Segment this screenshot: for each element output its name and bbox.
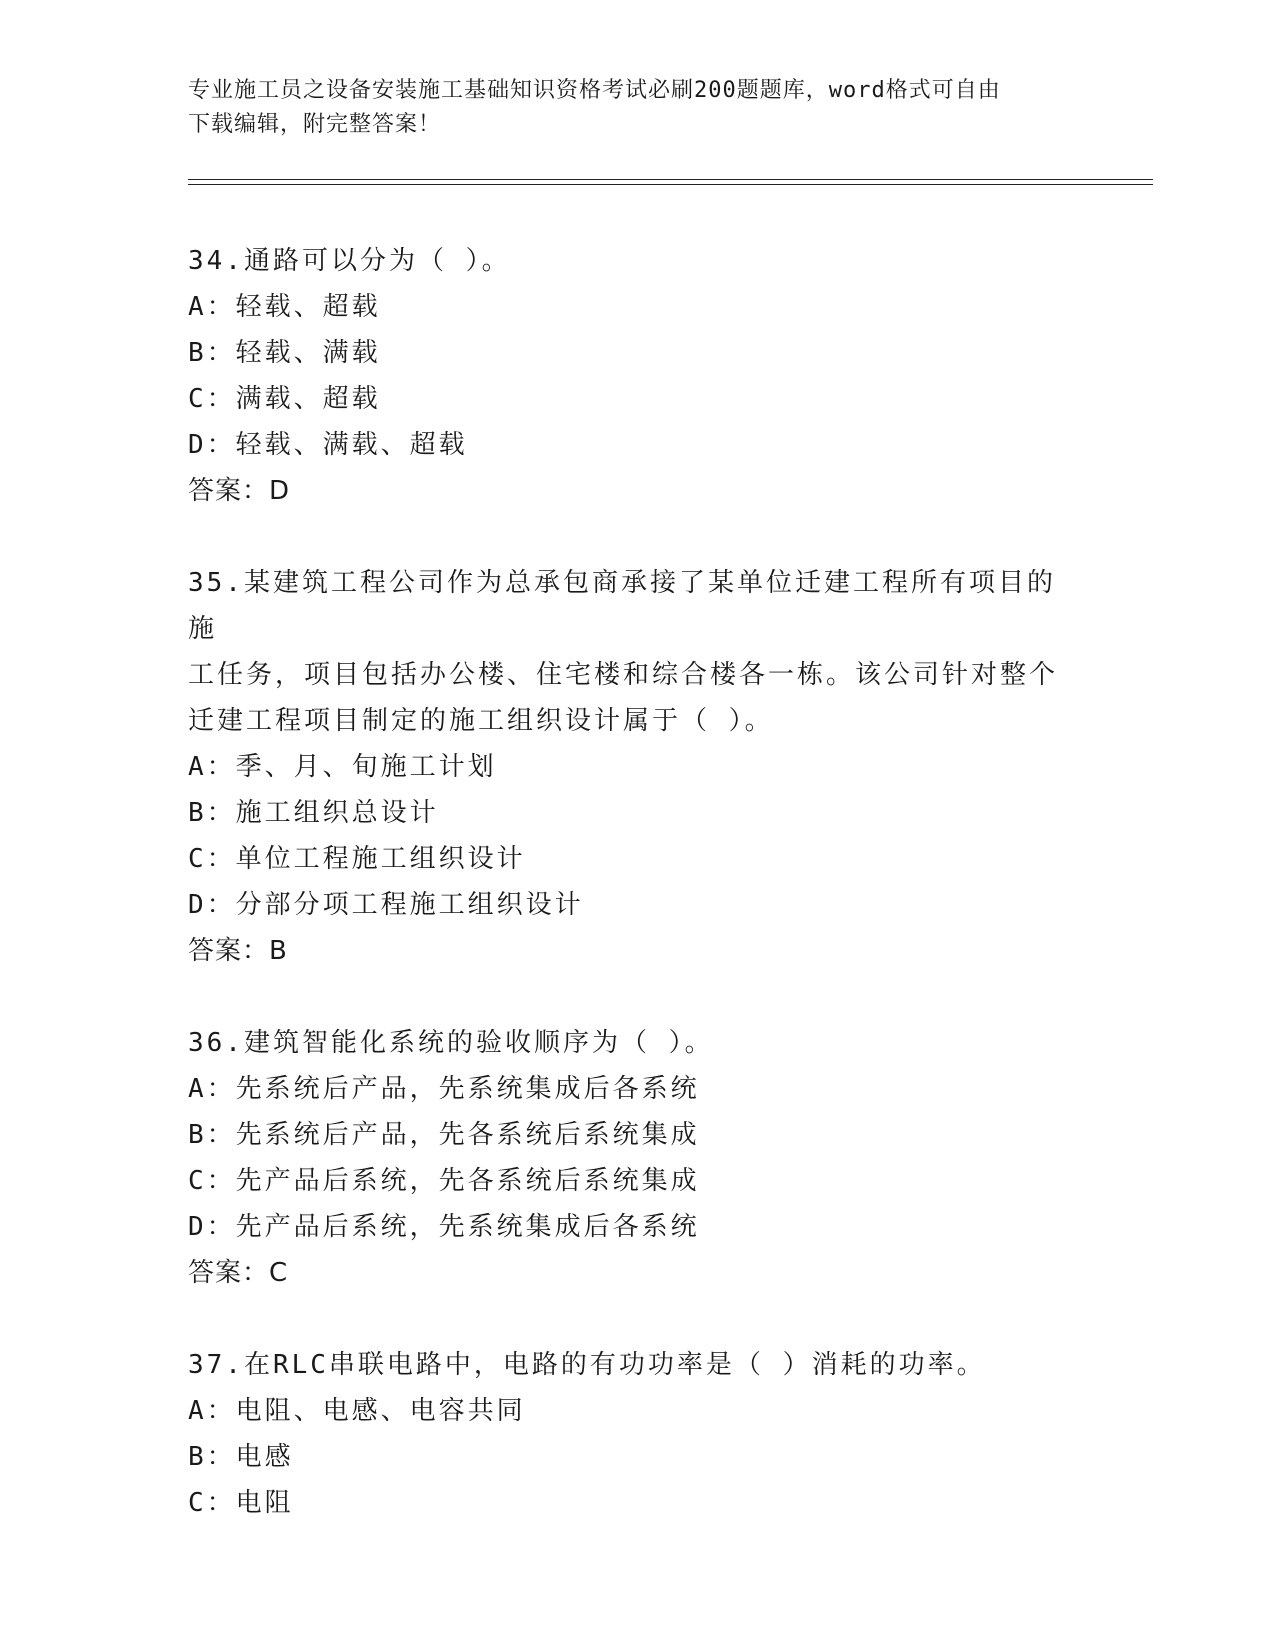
option-d: D：轻载、满载、超载 [188, 430, 468, 460]
option-b: B：电感 [188, 1442, 294, 1472]
option-c: C：满载、超载 [188, 384, 381, 414]
question-list [188, 238, 1088, 1572]
question-stem-line: 迁建工程项目制定的施工组织设计属于（ ）。 [188, 706, 774, 736]
header-rule-top [188, 179, 1153, 180]
question-stem-line: 36.建筑智能化系统的验收顺序为（ ）。 [188, 1028, 714, 1058]
option-a: A：季、月、旬施工计划 [188, 752, 497, 782]
question-37 [188, 1342, 1088, 1526]
option-c: C：单位工程施工组织设计 [188, 844, 526, 874]
question-stem-line: 35.某建筑工程公司作为总承包商承接了某单位迁建工程所有项目的施 [188, 568, 1056, 644]
option-d: D：分部分项工程施工组织设计 [188, 890, 584, 920]
header-rule-bottom [188, 184, 1153, 185]
option-c: C：先产品后系统，先各系统后系统集成 [188, 1166, 700, 1196]
document-header [188, 74, 1088, 142]
question-34 [188, 238, 1088, 514]
answer-line: 答案：B [188, 936, 288, 966]
option-b: B：轻载、满载 [188, 338, 381, 368]
question-stem-line: 34.通路可以分为（ ）。 [188, 246, 511, 276]
option-d: D：先产品后系统，先系统集成后各系统 [188, 1212, 700, 1242]
header-line-1: 专业施工员之设备安装施工基础知识资格考试必刷200题题库，word格式可自由 [188, 78, 1001, 103]
question-stem-line: 37.在RLC串联电路中，电路的有功功率是（ ）消耗的功率。 [188, 1350, 986, 1380]
answer-line: 答案：C [188, 1258, 289, 1288]
question-35 [188, 560, 1088, 974]
option-a: A：先系统后产品，先系统集成后各系统 [188, 1074, 700, 1104]
option-c: C：电阻 [188, 1488, 294, 1518]
question-stem-line: 工任务，项目包括办公楼、住宅楼和综合楼各一栋。该公司针对整个 [188, 660, 1059, 690]
header-line-2: 下载编辑，附完整答案！ [188, 112, 442, 137]
option-a: A：电阻、电感、电容共同 [188, 1396, 526, 1426]
option-a: A：轻载、超载 [188, 292, 381, 322]
answer-line: 答案：D [188, 476, 291, 506]
option-b: B：施工组织总设计 [188, 798, 439, 828]
question-36 [188, 1020, 1088, 1296]
option-b: B：先系统后产品，先各系统后系统集成 [188, 1120, 700, 1150]
